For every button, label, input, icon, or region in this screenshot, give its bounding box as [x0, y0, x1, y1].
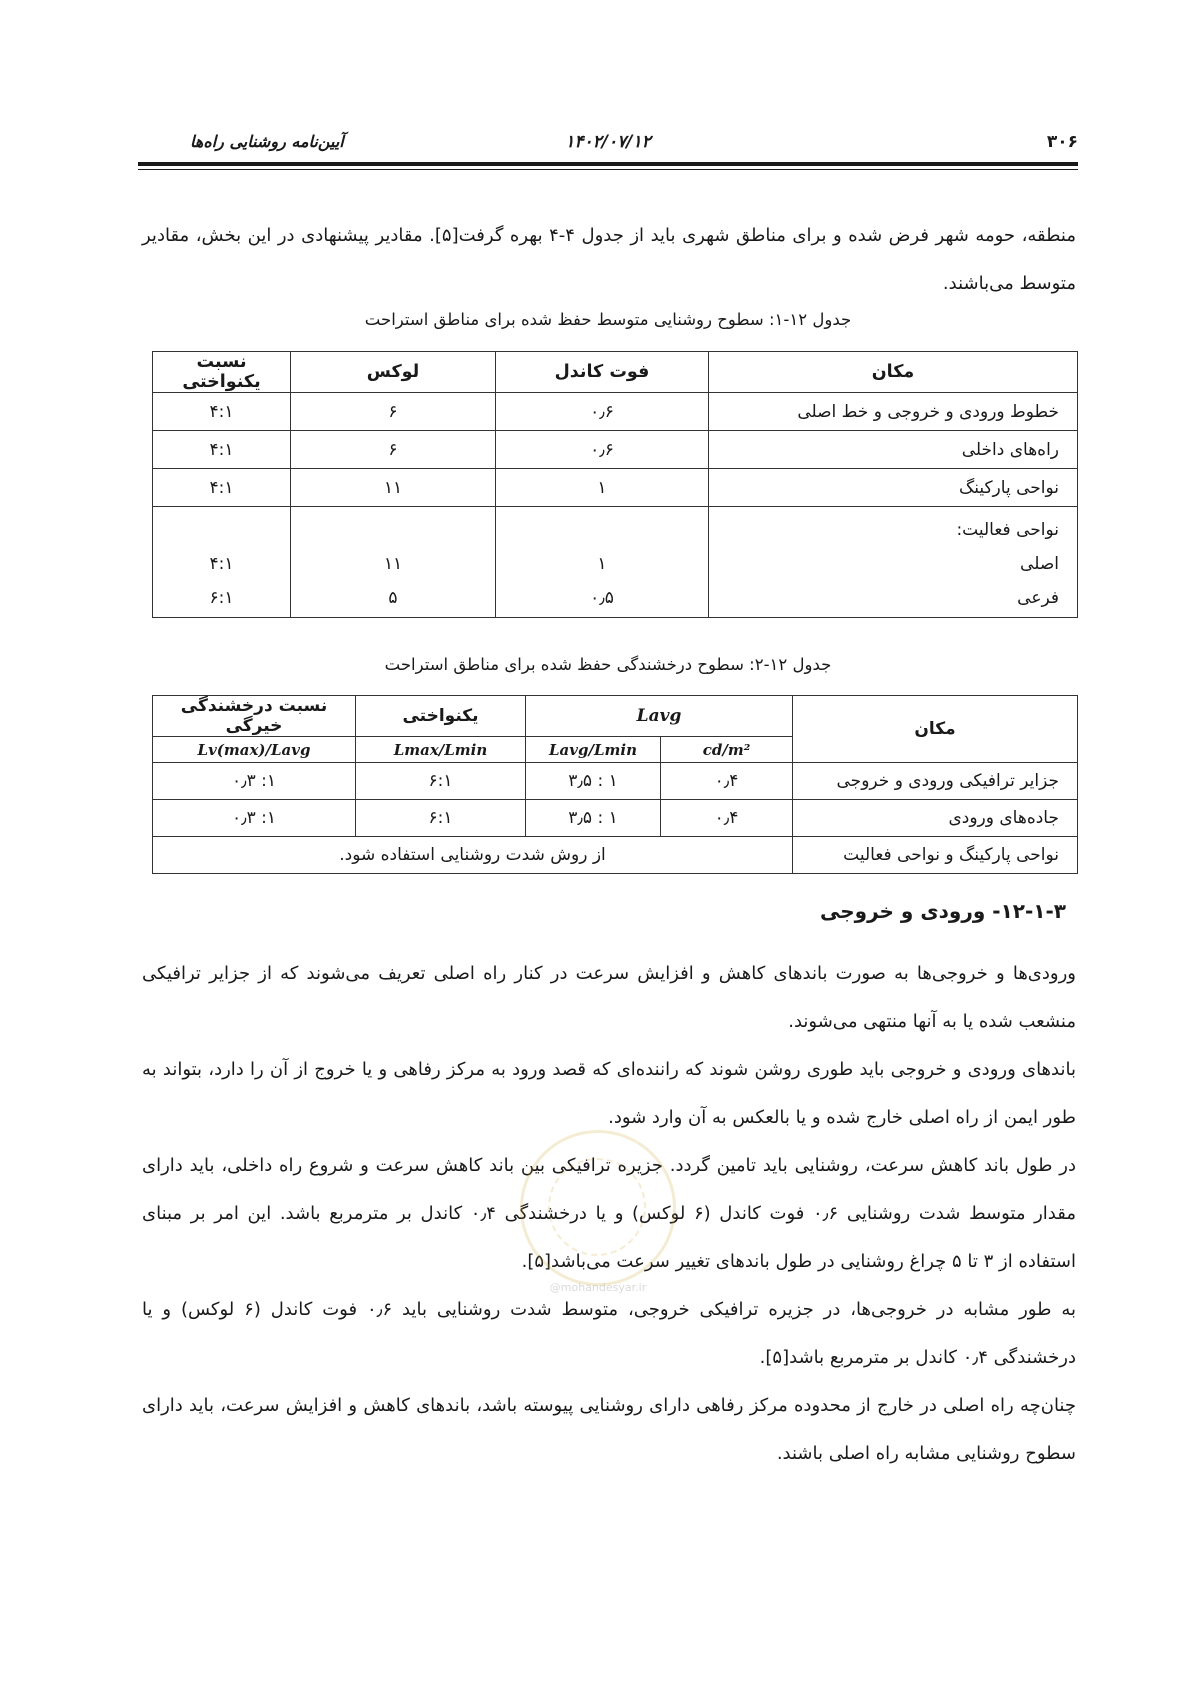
col-header-uniformity: نسبت یکنواختی	[153, 352, 291, 393]
cell-cd: ۰٫۴	[661, 763, 793, 800]
cell-lux-activity	[291, 507, 496, 618]
activity-sub-fc: ۰٫۵	[590, 588, 614, 608]
col-header-lux: لوکس	[291, 352, 496, 393]
cell-note: از روش شدت روشنایی استفاده شود.	[153, 837, 793, 874]
cell-place: نواحی پارکینگ	[709, 469, 1078, 507]
body-paragraph-4: به طور مشابه در خروجی‌ها، در جزیره ترافیکی خروجی، متوسط شدت روشنایی باید ۰٫۶ فوت کاندل (۶ لوکس) و یا درخشندگی ۰٫۴ کاندل بر مترمربع باشد[۵].	[142, 1299, 1076, 1368]
watermark-text: @mohandesyar.ir	[549, 1281, 647, 1294]
cell-footcandle: ۰٫۶	[496, 393, 709, 431]
body-paragraph-3: در طول باند کاهش سرعت، روشنایی باید تامین گردد. جزیره ترافیکی بین باند کاهش سرعت و شروع راه داخلی، باید دارای مقدار متوسط شدت روشنایی ۰٫۶ فوت کاندل (۶ لوکس) و یا درخشندگی ۰٫۴ کاندل بر مترمربع باشد. این امر بر مبنای استفاده از ۳ تا ۵ چراغ روشنایی در طول باندهای تغییر سرعت می‌باشد[۵].	[142, 1155, 1076, 1272]
table-row	[153, 431, 1078, 469]
activity-main-lux: ۱۱	[383, 554, 403, 574]
activity-sub-lux: ۵	[388, 588, 398, 608]
cell-cd: ۰٫۴	[661, 800, 793, 837]
cell-place: جزایر ترافیکی ورودی و خروجی	[793, 763, 1078, 800]
section-heading: ۱۲-۱-۳- ورودی و خروجی	[820, 899, 1066, 923]
cell-ratio-activity	[153, 507, 291, 618]
cell-uniformity: ۶:۱	[356, 800, 526, 837]
activity-main-ratio: ۴:۱	[209, 554, 234, 574]
col-header-glare: نسبت درخشندگی خیرگی	[153, 696, 356, 737]
lighting-levels-table	[152, 351, 1078, 618]
subheader-lmax-lmin: Lmax/Lmin	[356, 737, 526, 763]
header-rule-thick	[138, 162, 1078, 166]
table2-caption: جدول ۱۲-۲: سطوح درخشندگی حفظ شده برای مناطق استراحت	[384, 655, 832, 674]
cell-lavg-lmin: ۱ : ۳٫۵	[526, 800, 661, 837]
cell-place: راه‌های داخلی	[709, 431, 1078, 469]
table-row	[153, 469, 1078, 507]
cell-lux: ۶	[291, 393, 496, 431]
cell-lavg-lmin: ۱ : ۳٫۵	[526, 763, 661, 800]
cell-ratio: ۴:۱	[153, 393, 291, 431]
subheader-lv-lavg: Lv(max)/Lavg	[153, 737, 356, 763]
cell-footcandle: ۱	[496, 469, 709, 507]
intro-paragraph: منطقه، حومه شهر فرض شده و برای مناطق شهری باید از جدول ۴-۴ بهره گرفت[۵]. مقادیر پیشنهادی در این بخش، مقادیر متوسط می‌باشند.	[142, 225, 1076, 294]
col-header-footcandle: فوت کاندل	[496, 352, 709, 393]
cell-place: خطوط ورودی و خروجی و خط اصلی	[709, 393, 1078, 431]
table-row	[153, 393, 1078, 431]
subheader-cd: cd/m²	[661, 737, 793, 763]
page-number: ۳۰۶	[1046, 132, 1078, 152]
subheader-lavg-lmin: Lavg/Lmin	[526, 737, 661, 763]
body-paragraph-1: ورودی‌ها و خروجی‌ها به صورت باندهای کاهش و افزایش سرعت در کنار راه اصلی تعریف می‌شوند که از جزایر ترافیکی منشعب شده یا به آنها منتهی می‌شوند.	[142, 963, 1076, 1032]
table-header-row	[153, 696, 1078, 737]
activity-sub-ratio: ۶:۱	[209, 588, 234, 608]
cell-ratio: ۴:۱	[153, 469, 291, 507]
header-rule-thin	[138, 169, 1078, 170]
cell-glare: ۱: ۰٫۳	[153, 763, 356, 800]
col-header-uniformity: یکنواختی	[356, 696, 526, 737]
table1-caption: جدول ۱۲-۱: سطوح روشنایی متوسط حفظ شده برای مناطق استراحت	[364, 310, 852, 329]
cell-footcandle-activity	[496, 507, 709, 618]
body-paragraph-5: چنان‌چه راه اصلی در خارج از محدوده مرکز رفاهی دارای روشنایی پیوسته باشد، باندهای کاهش و افزایش سرعت، باید دارای سطوح روشنایی مشابه راه اصلی باشند.	[142, 1395, 1076, 1464]
table-row	[153, 800, 1078, 837]
header-title: آیین‌نامه روشنایی راه‌ها	[190, 132, 344, 151]
watermark-seal	[520, 1130, 676, 1294]
col-header-lavg: Lavg	[526, 696, 793, 737]
table-row	[153, 763, 1078, 800]
body-paragraph-2: باندهای ورودی و خروجی باید طوری روشن شوند که راننده‌ای که قصد ورود به مرکز رفاهی و یا خروج از آن را دارد، بتواند به طور ایمن از راه اصلی خارج شده و یا بالعکس به آن وارد شود.	[142, 1059, 1076, 1128]
cell-place: نواحی پارکینگ و نواحی فعالیت	[793, 837, 1078, 874]
cell-footcandle: ۰٫۶	[496, 431, 709, 469]
page-header	[138, 128, 1078, 158]
activity-main-label: اصلی	[1020, 554, 1059, 574]
table-row	[153, 837, 1078, 874]
cell-lux: ۶	[291, 431, 496, 469]
cell-ratio: ۴:۱	[153, 431, 291, 469]
cell-place: جاده‌های ورودی	[793, 800, 1078, 837]
col-header-place: مکان	[793, 696, 1078, 763]
activity-title: نواحی فعالیت:	[956, 520, 1059, 540]
table-header-row	[153, 352, 1078, 393]
header-date: ۱۴۰۲/۰۷/۱۲	[565, 132, 651, 152]
cell-uniformity: ۶:۱	[356, 763, 526, 800]
col-header-place: مکان	[709, 352, 1078, 393]
activity-main-fc: ۱	[597, 554, 607, 574]
cell-glare: ۱: ۰٫۳	[153, 800, 356, 837]
activity-sub-label: فرعی	[1017, 588, 1059, 608]
luminance-levels-table	[152, 695, 1078, 874]
cell-lux: ۱۱	[291, 469, 496, 507]
cell-place-activity	[709, 507, 1078, 618]
table-row-activity	[153, 507, 1078, 618]
